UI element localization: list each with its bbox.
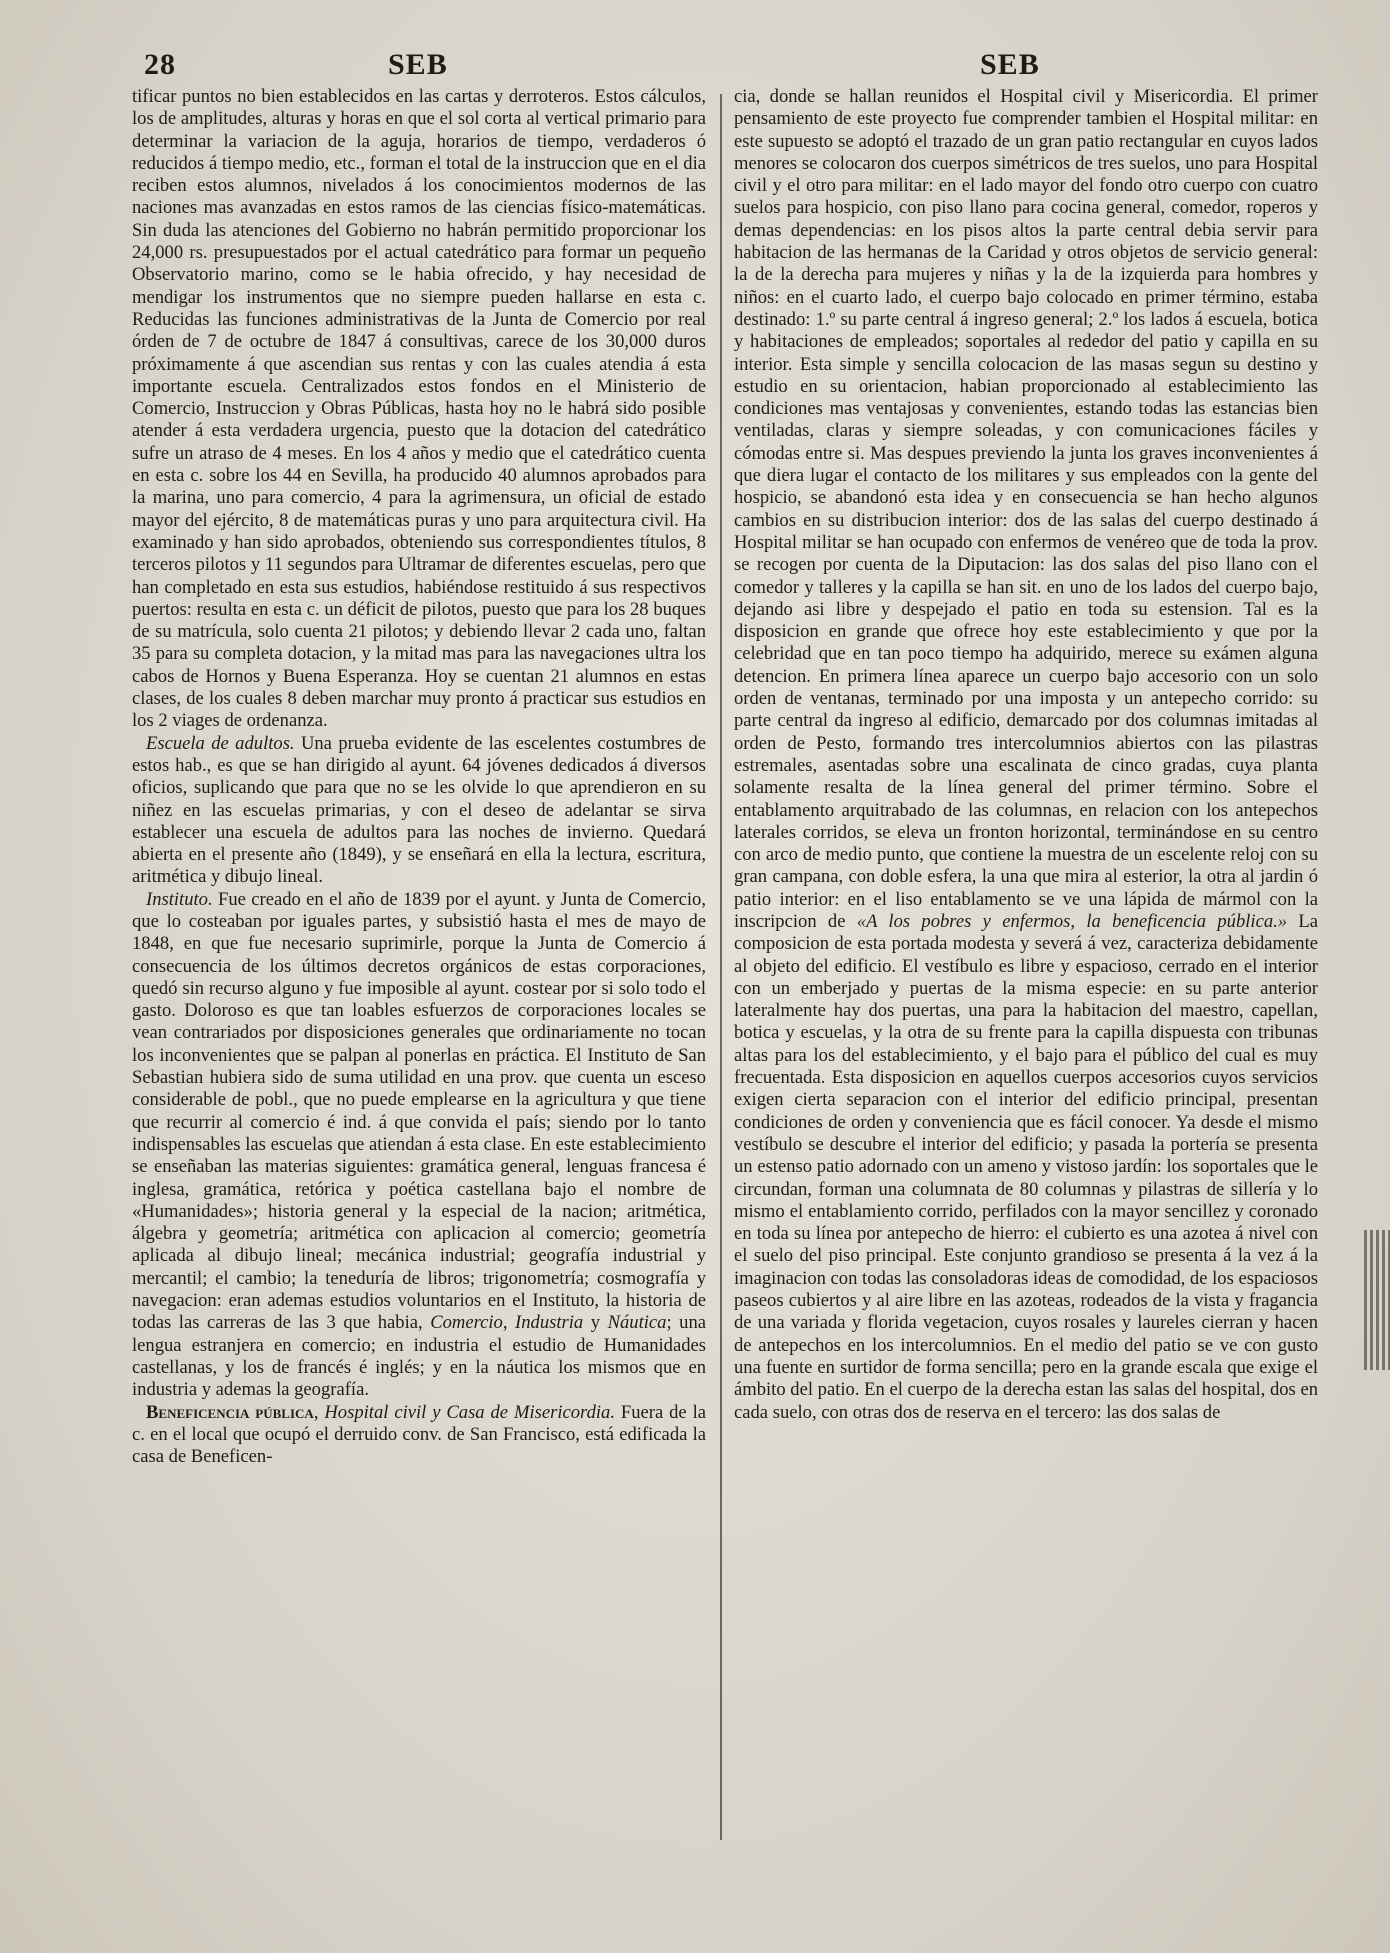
paragraph-body: cia, donde se hallan reunidos el Hospital civil y Misericordia. El primer pensamiento de este proyecto fue comprender tambien el Hospital militar: en este supuesto se adoptó el trazado de un gran patio rectangular en cuyos lados menores se colocaron dos cuerpos simétricos de tres suelos, uno para Hospital civil y el otro para militar: en el lado mayor del fondo otro cuerpo con cuatro suelos para hospicio, con piso llano para cocina general, comedor, roperos y demas dependencias: en los pisos altos la parte central debia servir para habitacion de las hermanas de la Caridad y otros objetos de servicio general: la de la derecha para mujeres y niñas y la de la izquierda para hombres y niños: en el cuarto lado, el cuerpo bajo colocado en primer término, estaba destinado: 1.º su parte central á ingreso general; 2.º los lados á escuela, botica y habitaciones de empleados; soportales al rededor del patio y capilla en su interior. Esta simple y sencilla colocacion de las masas segun su destino y estudio en su orientacion, habian proporcionado al establecimiento las condiciones mas ventajosas y convenientes, estando todas las estancias bien ventiladas, claras y siempre soleadas, y con comunicaciones fáciles y cómodas entre si. Mas despues previendo la junta los graves inconvenientes á que diera lugar el contacto de los militares y sus empleados con la gente del hospicio, se abandonó esta idea y en consecuencia se han hecho algunos cambios en su distribucion interior: dos de las salas del cuerpo destinado á Hospital militar se han ocupado con enfermos de venéreo que de toda la prov. se recogen por cuenta de la Diputacion: las dos salas del piso llano con el comedor y talleres y la capilla se han sit. en uno de los lados del cuerpo bajo, dejando asi libre y despejado el patio en toda su estension. Tal es la disposicion en grande que ofrece hoy este establecimiento y que por la celebridad que en tan poco tiempo ha adquirido, merece su exámen alguna detencion. En primera línea aparece un cuerpo bajo accesorio con un solo orden de ventanas, terminado por una imposta y un antepecho corrido: su parte central da ingreso al edificio, demarcado por dos columnas imitadas al orden de Pesto, formando tres intercolumnios abiertos con las pilastras estremales, asentadas sobre una escalinata de cinco gradas, cuya planta solamente resalta de la línea general del primer término. Sobre el entablamento arquitrabado de las columnas, en relacion con los antepechos laterales corridos, se eleva un fronton horizontal, terminándose en su centro con arco de medio punto, que contiene la muestra de un escelente reloj con su gran campana, con doble esfera, la una que mira al esterior, la otra al jardin ó patio interior: en el liso entablamento se ve una lápida de mármol con la inscripcion de [734,86,1318,932]
paragraph-body: Fuera de la c. en el local que ocupó el derruido conv. de San Francisco, está edificada la casa de Beneficen- [132,1401,706,1468]
section-heading-beneficencia: Beneficencia pública [146,1401,314,1423]
right-running-head: SEB [980,48,1040,81]
paragraph-escuela-adultos [132,733,706,889]
paragraph-body: ; una lengua estranjera en comercio; en industria el estudio de Humanidades castellanas, y los de francés é inglés; y en la náutica los mismos que en industria y ademas la geografía. [132,1312,707,1401]
italic-term: Náutica [607,1312,667,1334]
page-edge-shadow [1364,1230,1390,1370]
separator: , [313,1401,325,1423]
column-divider [720,94,722,1840]
paragraph-body: Una prueba evidente de las escelentes costumbres de estos hab., es que se han dirigido al ayunt. 64 jóvenes dedicados á diversos oficios, suplicando que para que no se les olvide lo que aprendieron en su niñez en las escuelas primarias, y con el deseo de adelantar se sirva establecer una escuela de adultos para las noches de invierno. Quedará abierta en el presente año (1849), y se enseñará en ella la lectura, escritura, aritmética y dibujo lineal. [132,732,706,888]
paragraph-instituto [132,889,706,1402]
left-running-head: SEB [388,48,448,81]
page-header [0,48,1390,88]
inscription-text: «A los pobres y enfermos, la beneficencia pública.» [856,910,1288,932]
paragraph-beneficencia [132,1402,706,1469]
paragraph-body: La composicion de esta portada modesta y severá á vez, caracteriza debidamente al objeto del edificio. El vestíbulo es libre y espacioso, cerrado en el interior con un emberjado y puertas de la misma especie: en su parte anterior lateralmente hay dos puertas, una para la habitacion del maestro, capellan, botica y escuelas, y la otra de su frente para la capilla dispuesta con tribunas altas para los del establecimiento, y el bajo para el público del cual es muy frecuentada. Esta disposicion en aquellos cuerpos accesorios cuyos servicios exigen cierta separacion con el interior del edificio principal, presentan condiciones de orden y conveniencia que es fácil conocer. Ya desde el mismo vestíbulo se descubre el interior del edificio; y pasada la portería se presenta un estenso patio adornado con un ameno y vistoso jardín: los soportales que le circundan, forman una columnata de 80 columnas y pilastras de sillería y lo mismo el entablamiento corrido, perfilados con la mayor sencillez y coronado en toda su línea por antepecho de hierro: el cubierto es una azotea á nivel con el suelo del piso principal. Este conjunto grandioso se presenta á la vez á la imaginacion con todas las consoladoras ideas de comodidad, de los espaciosos paseos cubiertos y al aire libre en las azoteas, rodeados de la vista y fragancia de una variada y florida vegetacion, cuyos rosales y laureles cierran y hacen de antepechos en los intercolumnios. En el medio del patio se ve con gusto una fuente en surtidor de forma sencilla; pero en la grande escala que exige el ámbito del patio. En el cuerpo de la derecha estan las salas del hospital, dos en cada suelo, con otras dos de reserva en el tercero: las dos salas de [734,910,1319,1423]
section-heading-instituto: Instituto. [146,888,213,910]
section-heading-escuela-adultos: Escuela de adultos. [146,732,295,754]
page-number: 28 [144,48,176,81]
italic-term: Comercio [430,1312,503,1334]
paragraph-navigation-continued: tificar puntos no bien establecidos en las cartas y derroteros. Estos cálculos, los de amplitudes, alturas y horas en que el sol corta al vertical primario para determinar la variacion de la aguja, horarios de tiempo, verdaderos ó reducidos á tiempo medio, etc., forman el total de la instruccion que en el dia reciben estos alumnos, nivelados á los conocimientos modernos de las naciones mas avanzadas en estos ramos de las ciencias físico-matemáticas. Sin duda las atenciones del Gobierno no habrán permitido proporcionar los 24,000 rs. presupuestados por el actual catedrático para formar un pequeño Observatorio marino, como se le habia ofrecido, y hay necesidad de mendigar los instrumentos que no siempre pueden hallarse en esta c. Reducidas las funciones administrativas de la Junta de Comercio por real órden de 7 de octubre de 1847 á consultivas, carece de los 30,000 duros próximamente á que ascendian sus rentas y con las cuales atendia á esta importante escuela. Centralizados estos fondos en el Ministerio de Comercio, Instruccion y Obras Públicas, hasta hoy no le habrá sido posible atender á esta verdadera urgencia, puesto que la dotacion del catedrático sufre un atraso de 4 meses. En los 4 años y medio que el catedrático cuenta en esta c. sobre los 44 en Sevilla, ha producido 40 alumnos aprobados para la marina, uno para comercio, 4 para la agrimensura, un oficial de estado mayor del ejército, 8 de matemáticas puras y uno para arquitectura civil. Ha examinado y han sido aprobados, obteniendo sus correspondientes títulos, 8 terceros pilotos y 11 segundos para Ultramar de diferentes escuelas, pero que han completado en esta sus estudios, habiéndose restituido á sus respectivos puertos: resulta en esta c. un déficit de pilotos, puesto que para los 28 buques de su matrícula, solo cuenta 21 pilotos; y debiendo llevar 2 cada uno, faltan 35 para su completa dotacion, y la mitad mas para las navegaciones ultra los cabos de Hornos y Buena Esperanza. Hoy se cuentan 21 alumnos en estas clases, de los cuales 8 deben marchar muy pronto á practicar sus estudios en los 2 viages de ordenanza. [132,86,706,732]
separator: , [502,1312,516,1334]
left-column [132,86,706,1468]
subheading-hospital: Hospital civil y Casa de Misericordia. [324,1401,615,1423]
right-column [734,86,1318,1424]
paragraph-body: Fue creado en el año de 1839 por el ayunt. y Junta de Comercio, que lo costeaban por iguales partes, y subsistió hasta el mes de mayo de 1848, en que fue necesario suprimirle, porque la Junta de Comercio á consecuencia de los últimos decretos orgánicos de estas corporaciones, quedó sin recurso alguno y fue imposible al ayunt. costear por si solo todo el gasto. Doloroso es que tan loables esfuerzos de corporaciones locales se vean contrariados por disposiciones generales que ordinariamente no tocan los inconvenientes que se palpan al ponerlas en práctica. El Instituto de San Sebastian hubiera sido de suma utilidad en una prov. que cuenta un esceso considerable de pobl., que no puede emplearse en la agricultura y que tiene que recurrir al comercio é ind. á que convida el país; siendo por lo tanto indispensables las escuelas que atiendan á esta clase. En este establecimiento se enseñaban las materias siguientes: gramática general, lenguas francesa é inglesa, gramática, retórica y poética castellana bajo el nombre de «Humanidades»; historia general y la especial de la nacion; aritmética, álgebra y geometría; aritmética con aplicacion al comercio; geometría aplicada al dibujo lineal; mecánica industrial; geografía industrial y mercantil; el cambio; la teneduría de libros; trigonometría; cosmografía y navegacion: eran ademas estudios voluntarios en el Instituto, la historia de todas las carreras de las 3 que habia, [132,888,706,1334]
separator: y [583,1312,608,1334]
paragraph-hospital-description [734,86,1318,1424]
italic-term: Industria [515,1312,584,1334]
